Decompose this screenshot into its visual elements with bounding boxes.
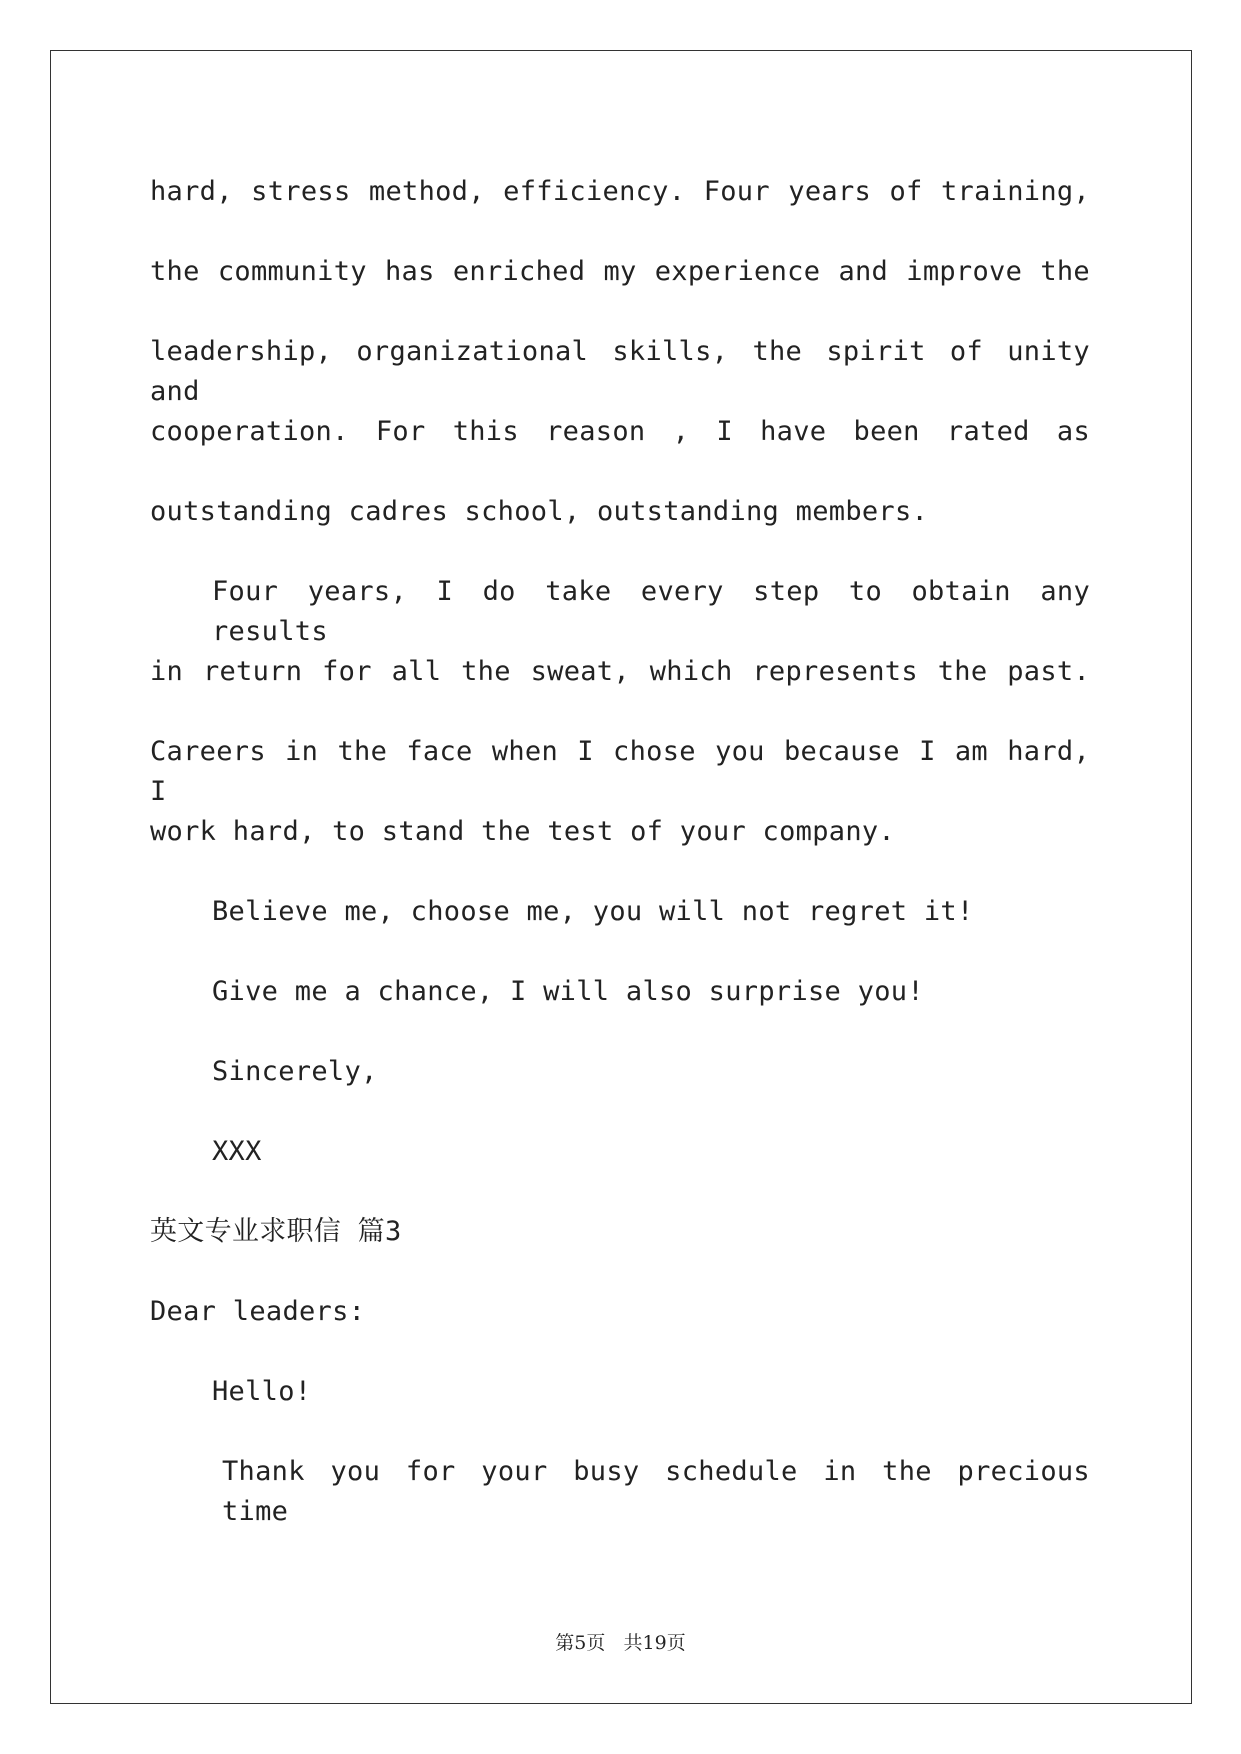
greeting: Hello!: [212, 1376, 312, 1407]
footer-page-number: 5: [574, 1632, 587, 1654]
body-line-4: cooperation. For this reason , I have been rated as: [150, 416, 1090, 447]
footer-page-suffix: 页: [586, 1632, 606, 1654]
body-line-3: leadership, organizational skills, the spirit of unity and: [150, 336, 1090, 407]
body-line-5: outstanding cadres school, outstanding members.: [150, 496, 929, 527]
footer-gap: [605, 1632, 623, 1654]
body-line-9: work hard, to stand the test of your company.: [150, 816, 895, 847]
footer-page-prefix: 第: [555, 1632, 575, 1654]
closing-line-1: Believe me, choose me, you will not regret it!: [212, 896, 974, 927]
footer-total-prefix: 共: [623, 1632, 643, 1654]
closing-line-2: Give me a chance, I will also surprise you!: [212, 976, 924, 1007]
salutation: Dear leaders:: [150, 1296, 366, 1327]
footer-total-suffix: 页: [666, 1632, 686, 1654]
body-line-8: Careers in the face when I chose you because I am hard, I: [150, 736, 1090, 807]
section-heading: 英文专业求职信 篇3: [150, 1216, 402, 1247]
body-line-7: in return for all the sweat, which represents the past.: [150, 656, 1090, 687]
sign-off: Sincerely,: [212, 1056, 378, 1087]
body-line-2: the community has enriched my experience and improve the: [150, 256, 1090, 287]
signature-name: XXX: [212, 1136, 262, 1167]
body-line-1: hard, stress method, efficiency. Four years of training,: [150, 176, 1090, 207]
body-line-6: Four years, I do take every step to obtain any results: [212, 576, 1090, 647]
footer-total-pages: 19: [642, 1632, 667, 1654]
page-footer: [0, 1628, 1241, 1655]
body-line-10: Thank you for your busy schedule in the precious time: [222, 1456, 1090, 1527]
